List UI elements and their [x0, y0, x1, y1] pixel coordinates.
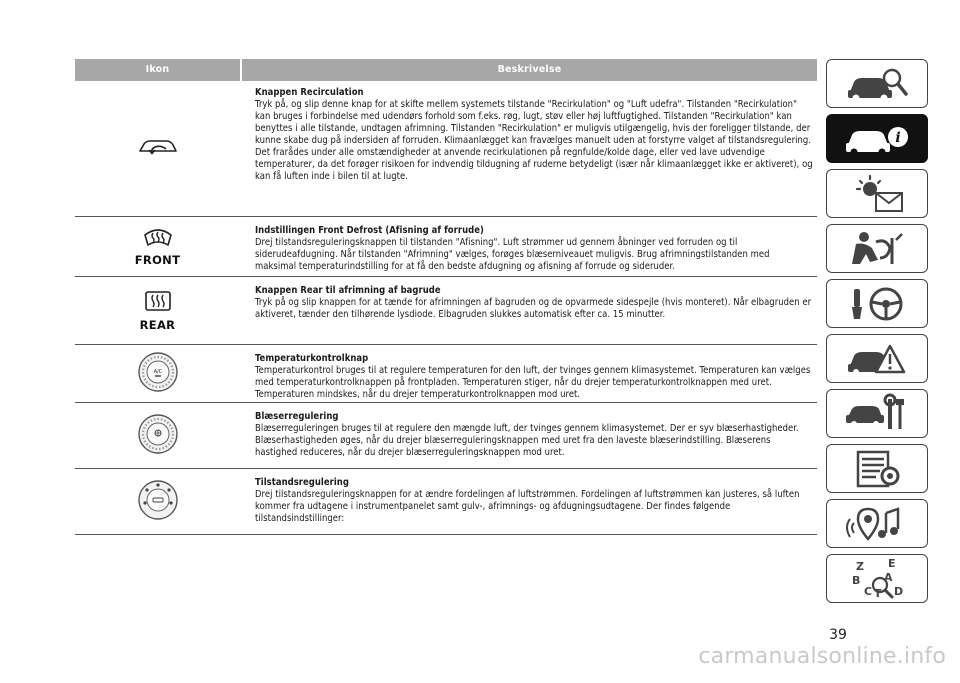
tab-starting-driving[interactable]: [826, 279, 928, 328]
table-header: [75, 59, 817, 81]
rear-defrost-icon: [144, 290, 172, 316]
tab-service[interactable]: [826, 389, 928, 438]
icon-cell: [75, 277, 240, 344]
icon-cell: [75, 469, 240, 534]
temperature-knob-icon: [137, 351, 179, 397]
svg-text:C: C: [864, 584, 873, 598]
tab-warning-lights[interactable]: [826, 169, 928, 218]
table-row: [75, 469, 817, 535]
description-cell: [240, 469, 817, 534]
svg-text:Z: Z: [856, 559, 864, 573]
tab-car-info[interactable]: [826, 114, 928, 163]
safety-airbag-icon: [842, 228, 912, 270]
watermark: carmanualsonline.info: [698, 644, 946, 669]
row-title: Tilstandsregulering: [255, 477, 349, 488]
description-cell: [240, 345, 817, 402]
blower-knob-icon: [137, 413, 179, 459]
icon-cell: [75, 81, 240, 216]
row-text: Temperaturkontrol bruges til at regulere temperaturen for den luft, der tvinges gennem klimasystemet. Temperaturen kan vælges med temperaturkontrolknappen på frontpladen. Temperaturen stiger, når du drejer temperaturkontrolknappen med uret. Temperaturen mindskes, når du drejer temperaturkontrolknappen mod uret.: [255, 365, 811, 400]
row-title: Indstillingen Front Defrost (Afisning af forrude): [255, 225, 484, 236]
front-label: FRONT: [134, 252, 181, 267]
emergency-icon: [842, 338, 912, 380]
icon-cell: [75, 403, 240, 468]
row-text: Drej tilstandsreguleringsknappen til tilstanden "Afisning". Luft strømmer ud gennem åbninger ved forruden og til siderudeafdugning. Når tilstanden "Afrimning" vælges, forøges blæserniveauet muligvis. Brug afrimningstilstanden med maksimal temperaturindstilling for at få den bedste afdugning og afisning af forrude og sideruder.: [255, 237, 770, 272]
tab-safety[interactable]: [826, 224, 928, 273]
svg-text:A: A: [884, 570, 893, 584]
controls-table: [75, 59, 817, 535]
svg-text:B: B: [852, 573, 861, 587]
description-cell: [240, 81, 817, 216]
tab-emergency[interactable]: [826, 334, 928, 383]
front-defrost-icon: [143, 227, 173, 251]
car-info-icon: [842, 119, 912, 159]
knob-ac-text: A/C: [153, 368, 162, 375]
row-text: Drej tilstandsreguleringsknappen for at ændre fordelingen af luftstrømmen. Fordelingen af luftstrømmen kan justeres, så luften kommer fra udtagene i instrumentpanelet samt gulv-, afrimnings- og afdugningsudtagene. Der findes følgende tilstandsindstillinger:: [255, 489, 800, 524]
recirculation-icon: [136, 135, 180, 163]
row-text: Blæserreguleringen bruges til at regulere den mængde luft, der tvinges gennem klimasystemet. Der er syv blæserhastigheder. Blæserhastigheden øges, når du drejer blæserreguleringsknappen med uret fra den laveste blæserindstilling. Blæserens hastighed reduceres, når du drejer blæserreguleringsknappen mod uret.: [255, 423, 799, 458]
description-cell: [240, 277, 817, 344]
row-title: Blæserregulering: [255, 411, 339, 422]
index-icon: [842, 557, 912, 601]
svg-text:D: D: [894, 584, 904, 598]
chapter-tabs: [826, 59, 928, 609]
tab-technical-data[interactable]: [826, 444, 928, 493]
svg-text:i: i: [895, 129, 901, 146]
tab-car-search[interactable]: [826, 59, 928, 108]
table-row: [75, 345, 817, 403]
table-row: [75, 403, 817, 469]
header-icon-column: Ikon: [145, 64, 170, 75]
technical-data-icon: [842, 448, 912, 490]
svg-text:T: T: [874, 586, 882, 600]
row-title: Knappen Rear til afrimning af bagrude: [255, 285, 441, 296]
starting-driving-icon: [842, 283, 912, 325]
icon-cell: [75, 217, 240, 276]
table-row: [75, 277, 817, 345]
header-description-column: Beskrivelse: [240, 59, 817, 81]
rear-label: REAR: [139, 317, 176, 332]
service-maintenance-icon: [842, 393, 912, 435]
description-cell: [240, 403, 817, 468]
svg-text:E: E: [888, 556, 896, 570]
row-title: Temperaturkontrolknap: [255, 353, 369, 364]
car-search-icon: [842, 64, 912, 104]
multimedia-icon: [842, 503, 912, 545]
description-cell: [240, 217, 817, 276]
table-row: [75, 217, 817, 277]
tab-multimedia[interactable]: [826, 499, 928, 548]
row-title: Knappen Recirculation: [255, 87, 364, 98]
table-row: [75, 81, 817, 217]
icon-cell: [75, 345, 240, 402]
mode-knob-icon: [137, 479, 179, 525]
row-text: Tryk på, og slip denne knap for at skifte mellem systemets tilstande "Recirkulation" og "Luft udefra". Tilstanden "Recirkulation" kan bruges i forbindelse med udendørs forhold som f.eks. røg, lugt, støv eller høj luftfugtighed. Tilstanden "Recirkulation" kan benyttes i alle tilstande, undtagen afrimning. Tilstanden "Recirkulation" er muligvis utilgængelig, hvis der foreligger tilstande, der kunne skabe dug på indersiden af forruden. Klimaanlægget kan fravælges manuelt uden at forstyrre valget af tilstandsregulering. Det frarådes under alle omstændigheder at anvende recirkulationen på regnfulde/kolde dage, eller ved lave udvendige temperaturer, da det forøger risikoen for indvendig tildugning af ruderne betydeligt (især når klimaanlægget ikke er aktiveret), og kan få luften inde i bilen til at lugte.: [255, 99, 813, 182]
row-text: Tryk på og slip knappen for at tænde for afrimningen af bagruden og de opvarmede sidespejle (hvis monteret). Når elbagruden er aktiveret, tænder den tilhørende lysdiode. Elbagruden slukkes automatisk efter ca. 15 minutter.: [255, 297, 812, 320]
page-number: 39: [829, 627, 847, 643]
tab-index[interactable]: [826, 554, 928, 603]
warning-lights-message-icon: [842, 173, 912, 215]
